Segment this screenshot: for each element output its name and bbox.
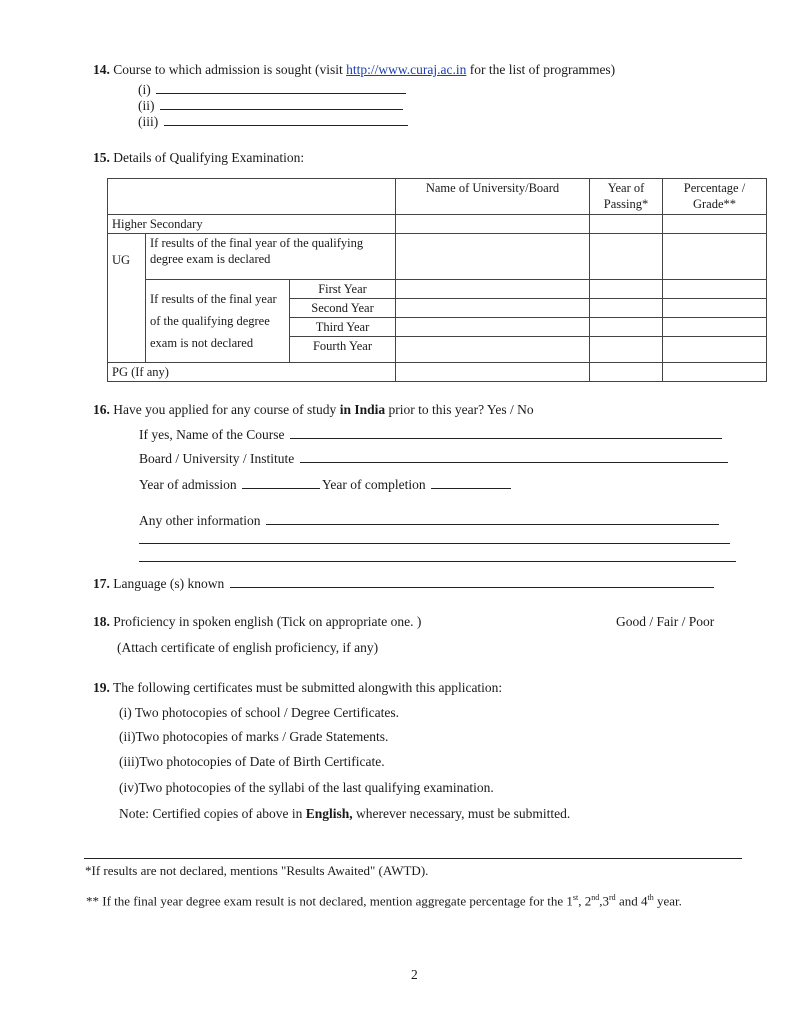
q16-admission-field[interactable] — [242, 487, 320, 489]
ug-year-3-year-cell[interactable] — [590, 318, 663, 337]
q16-other-row — [139, 513, 719, 529]
ug-year-2-percentage-cell[interactable] — [663, 299, 767, 318]
q14-option-3-field[interactable] — [164, 124, 408, 126]
footnote-1: *If results are not declared, mentions "Results Awaited" (AWTD). — [85, 863, 429, 878]
pg-percentage-cell[interactable] — [663, 363, 767, 382]
curaj-link[interactable]: http://www.curaj.ac.in — [346, 62, 467, 77]
ug-declared-univ-cell[interactable] — [396, 234, 590, 280]
ug-year-1-year-cell[interactable] — [590, 280, 663, 299]
header-blank-cell — [108, 179, 396, 215]
qualifying-exam-table — [107, 178, 767, 382]
ug-declared-year-cell[interactable] — [590, 234, 663, 280]
q16-other-line-3[interactable] — [139, 561, 736, 562]
q14-option-2-label: (ii) — [138, 98, 155, 113]
q19-note-before: Note: Certified copies of above in — [119, 806, 306, 821]
q19-item-1: (i) Two photocopies of school / Degree Certificates. — [119, 705, 399, 720]
q15-text: Details of Qualifying Examination: — [113, 150, 305, 165]
q18-text: Proficiency in spoken english (Tick on appropriate one. ) — [113, 614, 422, 629]
ug-declared-label: If results of the final year of the qualifying degree exam is declared — [146, 234, 396, 280]
q14-option-3 — [138, 114, 408, 130]
higher-secondary-univ-cell[interactable] — [396, 215, 590, 234]
q19-item-2: (ii)Two photocopies of marks / Grade Statements. — [119, 729, 389, 744]
q19-note-bold: English, — [305, 806, 353, 821]
q18-options[interactable]: Good / Fair / Poor — [616, 614, 715, 629]
q19-item-4: (iv)Two photocopies of the syllabi of the last qualifying examination. — [119, 780, 494, 795]
ug-year-3-univ-cell[interactable] — [396, 318, 590, 337]
ug-year-4-percentage-cell[interactable] — [663, 337, 767, 363]
q16-completion-field[interactable] — [431, 487, 511, 489]
q14-option-2 — [138, 98, 403, 114]
footnote-2-sep-2: ,3 — [599, 893, 610, 909]
q14-option-1 — [138, 82, 406, 98]
ug-year-4-label: Fourth Year — [290, 337, 396, 363]
ug-year-3-percentage-cell[interactable] — [663, 318, 767, 337]
ug-not-declared-label: If results of the final year of the qualifying degree exam is not declared — [146, 280, 290, 363]
q16-course-label: If yes, Name of the Course — [139, 427, 285, 442]
q19-text: The following certificates must be submitted alongwith this application: — [113, 680, 503, 695]
ug-year-1-univ-cell[interactable] — [396, 280, 590, 299]
q14-option-1-field[interactable] — [156, 92, 406, 94]
q17-text: Language (s) known — [113, 576, 225, 591]
q19-item-3: (iii)Two photocopies of Date of Birth Certificate. — [119, 754, 385, 769]
ug-year-2-year-cell[interactable] — [590, 299, 663, 318]
q18-number: 18. — [93, 614, 110, 629]
footnote-2-sep-1: , 2 — [578, 893, 592, 909]
q16-admission-label: Year of admission — [139, 477, 237, 492]
q16-number: 16. — [93, 402, 110, 417]
header-year-passing: Year of Passing* — [590, 179, 663, 215]
q16-text-after: prior to this year? Yes / No — [385, 402, 534, 417]
footnote-2-sup-3: rd — [609, 893, 616, 902]
higher-secondary-year-cell[interactable] — [590, 215, 663, 234]
q16-years-row — [139, 477, 511, 493]
q16-completion-label: Year of completion — [322, 477, 426, 492]
ug-label: UG — [112, 253, 131, 267]
q14-text-before: Course to which admission is sought (visit — [113, 62, 347, 77]
row-pg-label: PG (If any) — [108, 363, 396, 382]
ug-year-4-univ-cell[interactable] — [396, 337, 590, 363]
q14-option-3-label: (iii) — [138, 114, 159, 129]
q16-other-label: Any other information — [139, 513, 261, 528]
page-number: 2 — [411, 967, 418, 982]
q14-text-after: for the list of programmes) — [466, 62, 616, 77]
q17-row — [93, 576, 714, 592]
q16-other-line-2[interactable] — [139, 543, 730, 544]
footnote-2-text: ** If the final year degree exam result is not declared, mention aggregate percentage for the 1 — [86, 893, 573, 909]
footnote-2-sup-4: th — [647, 893, 654, 902]
q19-note-after: wherever necessary, must be submitted. — [352, 806, 571, 821]
footnote-2 — [86, 893, 682, 909]
ug-year-4-year-cell[interactable] — [590, 337, 663, 363]
q14-number: 14. — [93, 62, 110, 77]
higher-secondary-percentage-cell[interactable] — [663, 215, 767, 234]
ug-year-2-univ-cell[interactable] — [396, 299, 590, 318]
q14-option-2-field[interactable] — [160, 108, 403, 110]
q16-board-label: Board / University / Institute — [139, 451, 295, 466]
q16-board-field[interactable] — [300, 461, 728, 463]
ug-declared-percentage-cell[interactable] — [663, 234, 767, 280]
q15-number: 15. — [93, 150, 110, 165]
q16-other-field[interactable] — [266, 523, 719, 525]
ug-year-2-label: Second Year — [290, 299, 396, 318]
header-name-univ: Name of University/Board — [396, 179, 590, 215]
q16-heading — [93, 402, 534, 418]
q19-heading — [93, 680, 502, 696]
q16-course-field[interactable] — [290, 437, 722, 439]
ug-year-3-label: Third Year — [290, 318, 396, 337]
q16-board-row — [139, 451, 728, 467]
row-ug-label — [108, 234, 146, 363]
footnote-2-end: year. — [653, 893, 682, 909]
q19-note — [119, 806, 570, 822]
q17-number: 17. — [93, 576, 110, 591]
q16-text-before: Have you applied for any course of study — [113, 402, 340, 417]
row-higher-secondary-label: Higher Secondary — [108, 215, 396, 234]
q15-heading — [93, 150, 304, 166]
q16-bold: in India — [339, 402, 386, 417]
footnote-2-sup-1: st — [572, 893, 579, 902]
footnote-2-sup-2: nd — [591, 893, 600, 902]
pg-univ-cell[interactable] — [396, 363, 590, 382]
footnote-2-sep-3: and 4 — [615, 893, 648, 909]
footnote-divider — [84, 858, 742, 859]
q14-option-1-label: (i) — [138, 82, 151, 97]
q16-course-row — [139, 427, 722, 443]
pg-year-cell[interactable] — [590, 363, 663, 382]
ug-year-1-label: First Year — [290, 280, 396, 299]
q17-language-field[interactable] — [230, 586, 714, 588]
q14-heading — [93, 62, 615, 78]
q19-number: 19. — [93, 680, 110, 695]
ug-year-1-percentage-cell[interactable] — [663, 280, 767, 299]
header-percentage: Percentage / Grade** — [663, 179, 767, 215]
q18-note: (Attach certificate of english proficiency, if any) — [117, 640, 379, 655]
q18-heading — [93, 614, 421, 630]
